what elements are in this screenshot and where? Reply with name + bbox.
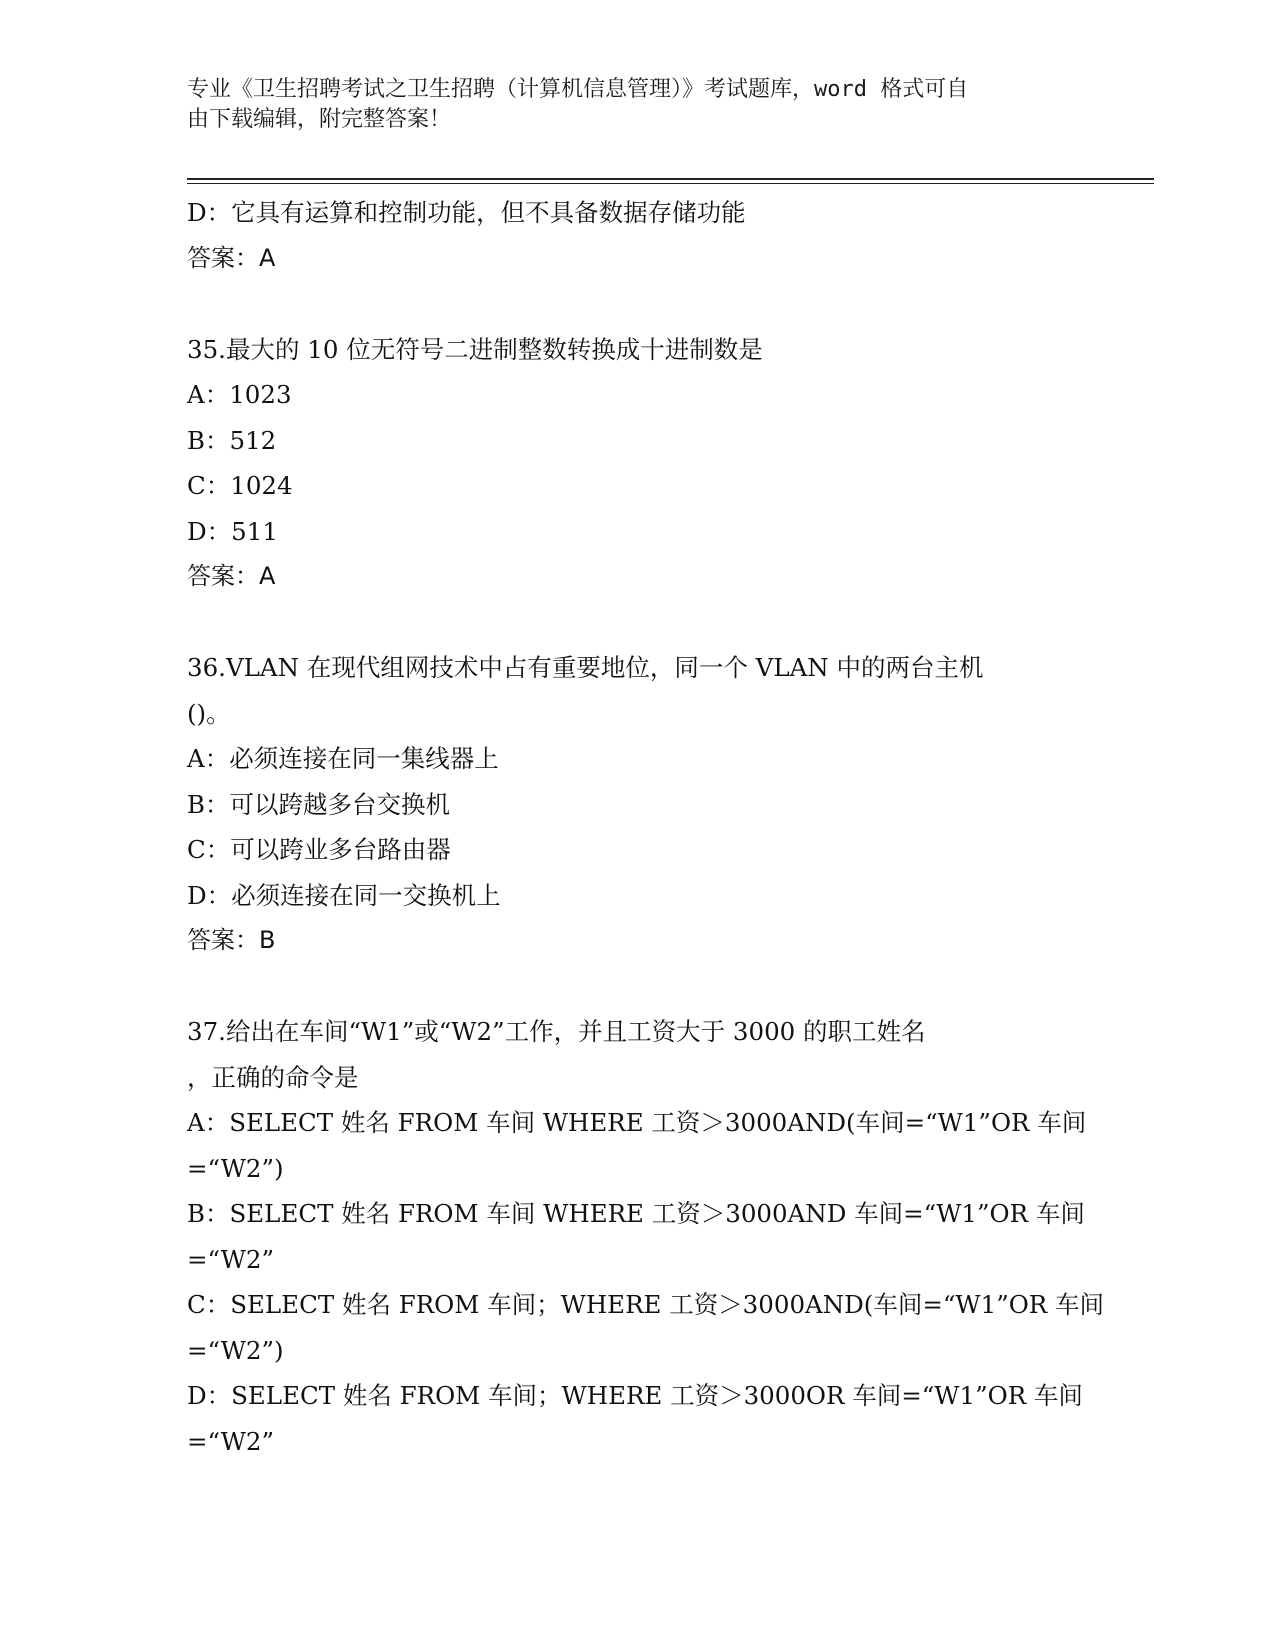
question-35 [187,327,1087,600]
question-stem-cont: ，正确的命令是 [187,1062,359,1092]
question-stem-cont: ()。 [187,698,231,728]
question-37 [187,1009,1105,1464]
question-stem: 37.给出在车间“W1”或“W2”工作，并且工资大于 3000 的职工姓名 [187,1017,926,1046]
option-a: A：1023 [187,380,292,409]
option-d-cont: =“W2” [187,1426,275,1456]
header-line-1: 专业《卫生招聘考试之卫生招聘（计算机信息管理）》考试题库，word 格式可自 [187,77,969,102]
option-b-cont: =“W2” [187,1244,275,1274]
option-d: D：必须连接在同一交换机上 [187,880,501,910]
option-d: D：511 [187,516,278,546]
question-34-tail [187,190,1087,281]
answer-line: 答案：B [187,926,276,954]
option-d: D：SELECT 姓名 FROM 车间；WHERE 工资＞3000OR 车间=“W1”OR 车间 [187,1381,1083,1410]
option-a-cont: =“W2”) [187,1153,284,1183]
answer-line: 答案：A [187,562,276,590]
option-a: A：必须连接在同一集线器上 [187,744,499,773]
header-divider-thin [187,183,1154,184]
option-a: A：SELECT 姓名 FROM 车间 WHERE 工资＞3000AND(车间=“W1”OR 车间 [187,1108,1087,1137]
question-list [187,190,1105,1464]
header-line-2: 由下载编辑，附完整答案！ [187,107,452,132]
question-stem: 35.最大的 10 位无符号二进制整数转换成十进制数是 [187,334,763,364]
option-c-cont: =“W2”) [187,1335,284,1365]
option-b: B：SELECT 姓名 FROM 车间 WHERE 工资＞3000AND 车间=“W1”OR 车间 [187,1199,1085,1228]
option-c: C：可以跨业多台路由器 [187,835,451,864]
option-d: D：它具有运算和控制功能，但不具备数据存储功能 [187,198,746,227]
option-b: B：可以跨越多台交换机 [187,789,451,819]
page-header [187,75,1067,135]
answer-line: 答案：A [187,243,276,272]
header-divider [187,178,1154,180]
option-c: C：SELECT 姓名 FROM 车间；WHERE 工资＞3000AND(车间=“W1”OR 车间 [187,1290,1105,1319]
question-36 [187,645,1087,964]
option-c: C：1024 [187,471,293,500]
question-stem: 36.VLAN 在现代组网技术中占有重要地位，同一个 VLAN 中的两台主机 [187,653,984,682]
option-b: B：512 [187,425,277,455]
